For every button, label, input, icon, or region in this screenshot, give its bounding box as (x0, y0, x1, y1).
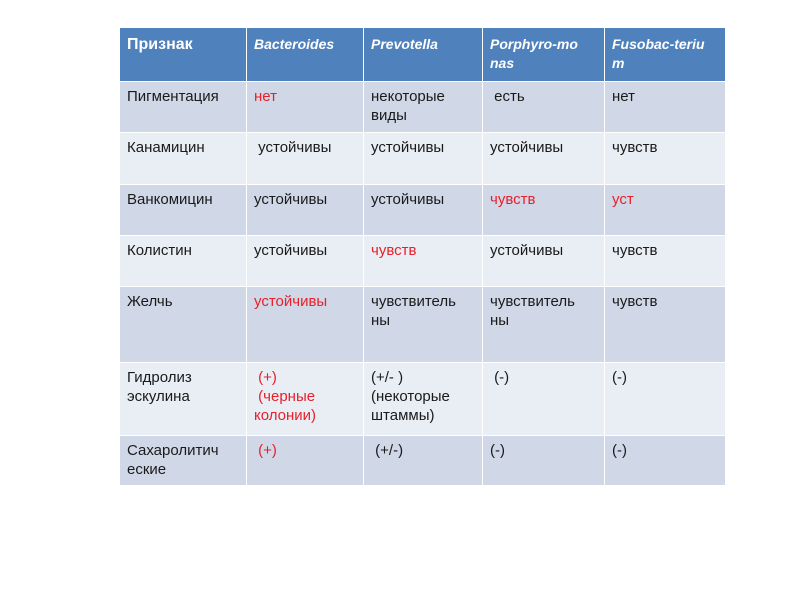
table-cell: чувств (605, 133, 726, 185)
table-cell: есть (483, 82, 605, 133)
table-cell: уст (605, 185, 726, 236)
table-cell: устойчивы (247, 185, 364, 236)
table-cell: (+) (247, 436, 364, 486)
header-row (120, 28, 726, 82)
table-cell: (+/-) (364, 436, 483, 486)
table-cell: чувств (364, 236, 483, 287)
header-bacteroides: Bacteroides (247, 28, 364, 82)
row-label: Ванкомицин (120, 185, 247, 236)
table-row (120, 236, 726, 287)
row-label: Гидролиз эскулина (120, 363, 247, 436)
table-cell: чувствитель ны (364, 287, 483, 363)
row-label: Колистин (120, 236, 247, 287)
table-cell: чувств (605, 287, 726, 363)
header-feature: Признак (120, 28, 247, 82)
table-cell: нет (605, 82, 726, 133)
row-label: Желчь (120, 287, 247, 363)
table-cell: чувствитель ны (483, 287, 605, 363)
table-row (120, 133, 726, 185)
table-cell: устойчивы (364, 133, 483, 185)
table-cell: чувств (605, 236, 726, 287)
table-row (120, 436, 726, 486)
table-cell: устойчивы (364, 185, 483, 236)
table-cell: устойчивы (483, 236, 605, 287)
table-cell: (-) (605, 363, 726, 436)
table-row (120, 82, 726, 133)
table-cell: (-) (605, 436, 726, 486)
table-cell: устойчивы (247, 133, 364, 185)
table-cell: нет (247, 82, 364, 133)
header-prevotella: Prevotella (364, 28, 483, 82)
row-label: Канамицин (120, 133, 247, 185)
table-cell: (-) (483, 363, 605, 436)
table-cell: (+) (черные колонии) (247, 363, 364, 436)
table-row (120, 287, 726, 363)
table-cell: устойчивы (483, 133, 605, 185)
table-cell: устойчивы (247, 287, 364, 363)
table-row (120, 185, 726, 236)
table-cell: (+/- ) (некоторые штаммы) (364, 363, 483, 436)
table-row (120, 363, 726, 436)
table-cell: (-) (483, 436, 605, 486)
row-label: Пигментация (120, 82, 247, 133)
table-cell: чувств (483, 185, 605, 236)
table-cell: некоторые виды (364, 82, 483, 133)
header-porphyromonas: Porphyro-mo nas (483, 28, 605, 82)
header-fusobacterium: Fusobac-teriu m (605, 28, 726, 82)
comparison-table (119, 27, 726, 486)
row-label: Сахаролитич еские (120, 436, 247, 486)
table-cell: устойчивы (247, 236, 364, 287)
